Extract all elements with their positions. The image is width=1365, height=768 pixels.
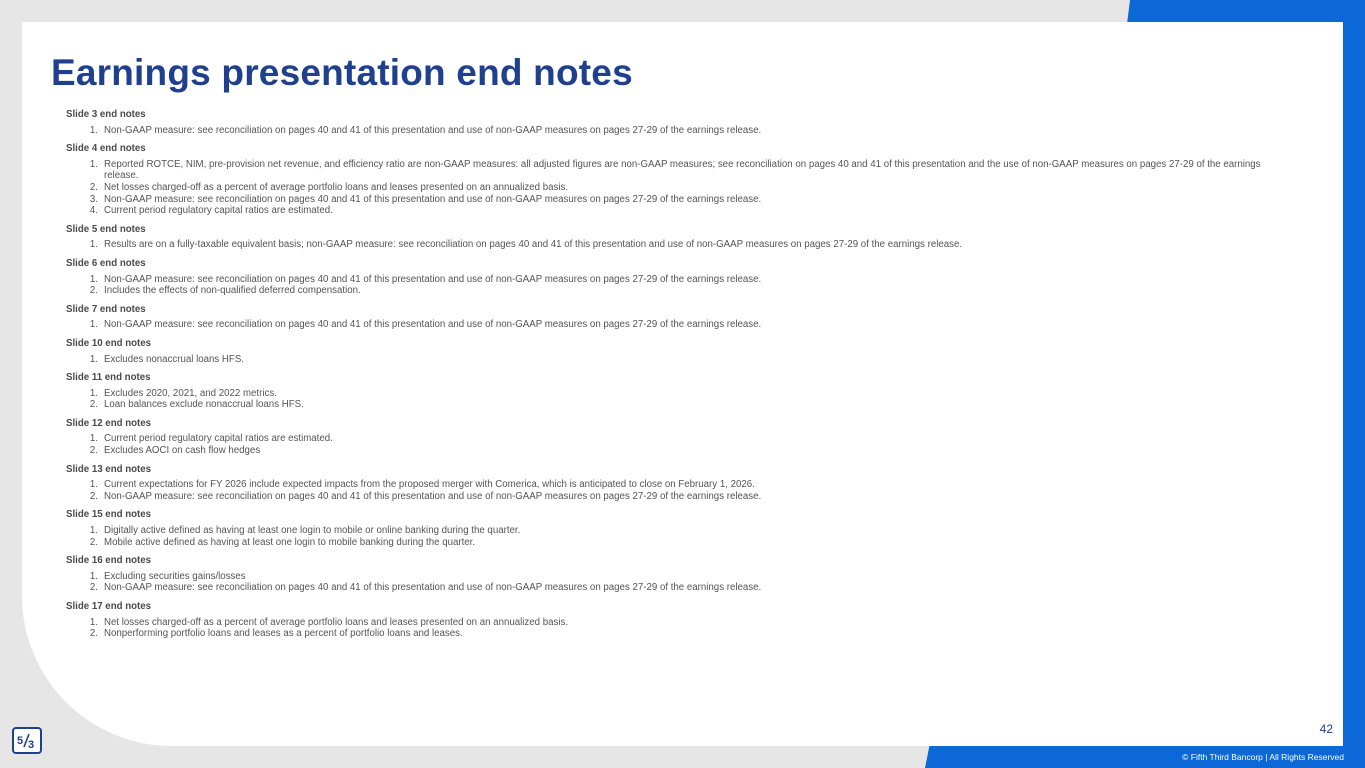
note-number: 3. (89, 193, 98, 205)
svg-text:3: 3 (28, 739, 35, 750)
section-heading: Slide 5 end notes (66, 223, 146, 235)
list-item (66, 525, 1286, 537)
note-number: 1. (89, 525, 98, 537)
svg-text:5: 5 (17, 735, 24, 747)
note-section (66, 224, 1286, 251)
note-text: Current period regulatory capital ratios are estimated. (104, 433, 333, 445)
note-number: 2. (89, 536, 98, 548)
list-item (66, 159, 1286, 182)
list-item (66, 617, 1286, 629)
note-number: 1. (89, 387, 98, 399)
list-item (66, 239, 1286, 251)
note-list (66, 319, 1286, 331)
list-item (66, 354, 1286, 366)
note-text: Nonperforming portfolio loans and leases as a percent of portfolio loans and leases. (104, 628, 463, 640)
note-text: Excluding securities gains/losses (104, 570, 246, 582)
note-section (66, 143, 1286, 217)
note-list (66, 617, 1286, 640)
list-item (66, 479, 1286, 491)
section-heading: Slide 11 end notes (66, 372, 151, 384)
note-number: 4. (89, 205, 98, 217)
right-edge-accent (1343, 0, 1365, 768)
note-number: 1. (89, 239, 98, 251)
list-item (66, 628, 1286, 640)
note-section (66, 372, 1286, 411)
note-section (66, 464, 1286, 503)
list-item (66, 491, 1286, 503)
note-text: Digitally active defined as having at least one login to mobile or online banking during the quarter. (104, 525, 521, 537)
note-section (66, 555, 1286, 594)
note-number: 1. (89, 479, 98, 491)
note-text: Mobile active defined as having at least one login to mobile banking during the quarter. (104, 536, 476, 548)
note-number: 2. (89, 399, 98, 411)
section-heading: Slide 6 end notes (66, 257, 146, 269)
list-item (66, 319, 1286, 331)
list-item (66, 537, 1286, 549)
note-text: Current period regulatory capital ratios are estimated. (104, 205, 333, 217)
list-item (66, 399, 1286, 411)
section-heading: Slide 4 end notes (66, 143, 146, 155)
note-text: Net losses charged-off as a percent of average portfolio loans and leases presented on an annualized basis. (104, 616, 569, 628)
note-number: 1. (89, 319, 98, 331)
note-number: 1. (89, 570, 98, 582)
note-list (66, 354, 1286, 366)
list-item (66, 274, 1286, 286)
note-text: Reported ROTCE, NIM, pre-provision net revenue, and efficiency ratio are non-GAAP measures: all adjusted figures are non-GAAP measures; see reconciliation on pages 40 and 41 of this presentation and the use of non-GAAP measures on pages 27-29 of the earnings release. (104, 158, 1261, 182)
note-list (66, 159, 1286, 217)
note-list (66, 525, 1286, 548)
list-item (66, 433, 1286, 445)
section-heading: Slide 10 end notes (66, 337, 152, 349)
note-section (66, 418, 1286, 457)
note-number: 2. (89, 445, 98, 457)
note-number: 1. (89, 616, 98, 628)
copyright-notice: © Fifth Third Bancorp | All Rights Reserved (1182, 752, 1344, 762)
fifth-third-logo-icon (12, 727, 42, 754)
note-section (66, 109, 1286, 136)
list-item (66, 388, 1286, 400)
note-number: 1. (89, 433, 98, 445)
note-list (66, 125, 1286, 137)
note-text: Non-GAAP measure: see reconciliation on pages 40 and 41 of this presentation and use of non-GAAP measures on pages 27-29 of the earnings release. (104, 193, 762, 205)
note-number: 1. (89, 353, 98, 365)
note-number: 1. (89, 158, 98, 170)
note-number: 2. (89, 285, 98, 297)
note-text: Non-GAAP measure: see reconciliation on pages 40 and 41 of this presentation and use of non-GAAP measures on pages 27-29 of the earnings release. (104, 319, 762, 331)
list-item (66, 182, 1286, 194)
note-text: Excludes nonaccrual loans HFS. (104, 353, 245, 365)
section-heading: Slide 16 end notes (66, 555, 152, 567)
note-number: 1. (89, 273, 98, 285)
note-text: Current expectations for FY 2026 include expected impacts from the proposed merger with Comerica, which is anticipated to close on February 1, 2026. (104, 479, 755, 491)
note-text: Non-GAAP measure: see reconciliation on pages 40 and 41 of this presentation and use of non-GAAP measures on pages 27-29 of the earnings release. (104, 490, 762, 502)
list-item (66, 285, 1286, 297)
note-text: Non-GAAP measure: see reconciliation on pages 40 and 41 of this presentation and use of non-GAAP measures on pages 27-29 of the earnings release. (104, 124, 762, 136)
note-text: Results are on a fully-taxable equivalent basis; non-GAAP measure: see reconciliation on pages 40 and 41 of this presentation and use of non-GAAP measures on pages 27-29 of the earnings release. (104, 239, 963, 251)
list-item (66, 194, 1286, 206)
list-item (66, 205, 1286, 217)
section-heading: Slide 12 end notes (66, 417, 152, 429)
page-number: 42 (1319, 722, 1333, 736)
note-number: 2. (89, 181, 98, 193)
page-title: Earnings presentation end notes (51, 52, 633, 93)
note-text: Loan balances exclude nonaccrual loans HFS. (104, 399, 304, 411)
section-heading: Slide 13 end notes (66, 463, 152, 475)
note-number: 2. (89, 628, 98, 640)
section-heading: Slide 17 end notes (66, 601, 152, 612)
note-number: 1. (89, 124, 98, 136)
note-section (66, 601, 1286, 640)
note-number: 2. (89, 582, 98, 594)
list-item (66, 582, 1286, 594)
note-text: Includes the effects of non-qualified deferred compensation. (104, 285, 361, 297)
note-text: Non-GAAP measure: see reconciliation on pages 40 and 41 of this presentation and use of non-GAAP measures on pages 27-29 of the earnings release. (104, 582, 762, 594)
section-heading: Slide 3 end notes (66, 109, 146, 120)
note-text: Excludes 2020, 2021, and 2022 metrics. (104, 387, 277, 399)
note-list (66, 433, 1286, 456)
list-item (66, 125, 1286, 137)
note-list (66, 274, 1286, 297)
note-list (66, 479, 1286, 502)
note-list (66, 571, 1286, 594)
note-section (66, 338, 1286, 365)
list-item (66, 571, 1286, 583)
note-section (66, 304, 1286, 331)
note-section (66, 258, 1286, 297)
note-text: Excludes AOCI on cash flow hedges (104, 445, 261, 457)
note-number: 2. (89, 490, 98, 502)
slide-canvas (22, 22, 1343, 746)
note-section (66, 509, 1286, 548)
note-list (66, 239, 1286, 251)
section-heading: Slide 7 end notes (66, 303, 146, 315)
note-list (66, 388, 1286, 411)
note-text: Net losses charged-off as a percent of average portfolio loans and leases presented on an annualized basis. (104, 181, 569, 193)
section-heading: Slide 15 end notes (66, 509, 152, 521)
list-item (66, 445, 1286, 457)
end-notes-list (66, 109, 1286, 647)
note-text: Non-GAAP measure: see reconciliation on pages 40 and 41 of this presentation and use of non-GAAP measures on pages 27-29 of the earnings release. (104, 273, 762, 285)
